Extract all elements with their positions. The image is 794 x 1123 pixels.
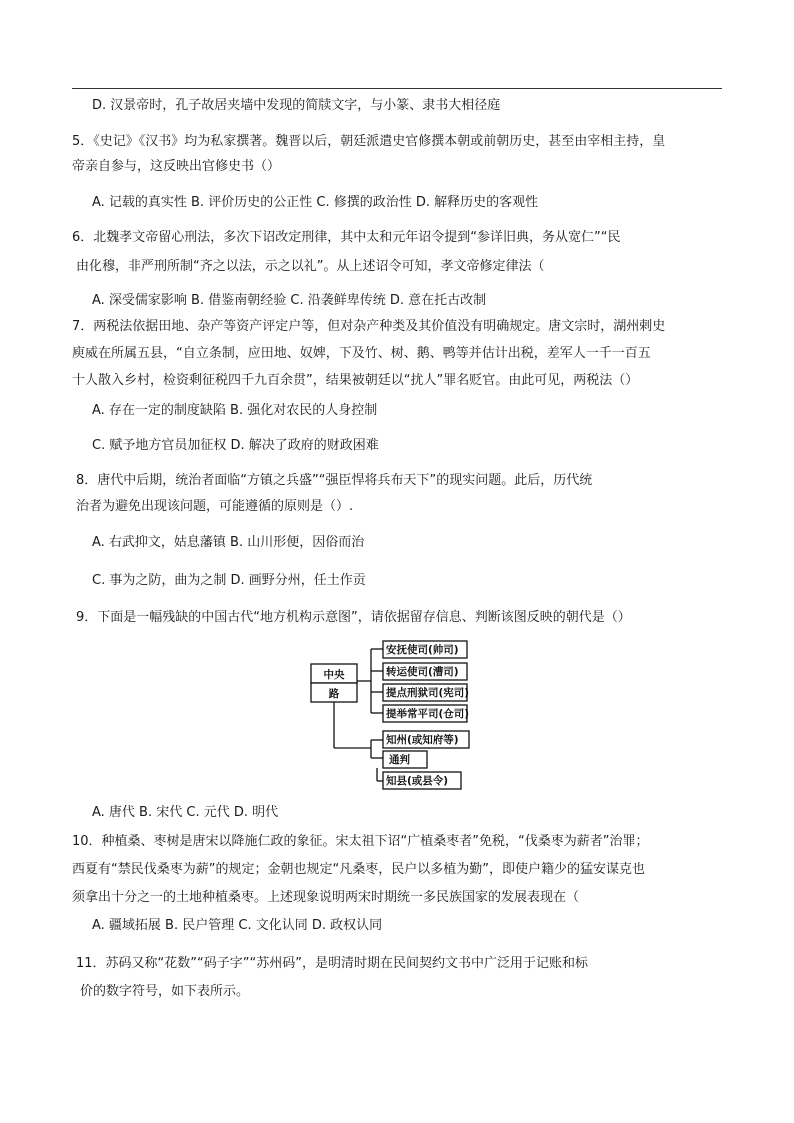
upper-label-2: 转运使司(漕司) — [386, 666, 459, 678]
q8-options-1: A. 右武抑文，姑息藩镇 B. 山川形便，因俗而治 — [92, 535, 365, 550]
q9-stem: 9．下面是一幅残缺的中国古代“地方机构示意图”，请依据留存信息、判断该图反映的朝代是（） — [76, 610, 631, 625]
q10-stem-line-2: 西夏有“禁民伐桑枣为薪”的规定；金朝也规定“凡桑枣，民户以多植为勤”，即使户籍少的猛安谋克也 — [72, 862, 645, 877]
q7-stem-line-1: 7．两税法依据田地、杂产等资产评定户等，但对杂产种类及其价值没有明确规定。唐文宗时，湖州剌史 — [72, 319, 666, 334]
q5-stem-line-1: 5．《史记》《汉书》均为私家撰著。魏晋以后，朝廷派遣史官修撰本朝或前朝历史，甚至由宰相主持，皇 — [72, 134, 666, 149]
q10-stem-line-3: 须拿出十分之一的土地种植桑枣。上述现象说明两宋时期统一多民族国家的发展表现在（ — [72, 890, 580, 905]
q10-stem-line-1: 10．种植桑、枣树是唐宋以降施仁政的象征。宋太祖下诏“广植桑枣者”免税，“伐桑枣为薪者”治罪； — [72, 834, 649, 849]
header-rule — [72, 88, 722, 89]
q10-options: A. 疆域拓展 B. 民户管理 C. 文化认同 D. 政权认同 — [92, 918, 383, 933]
q7-stem-line-3: 十人散入乡村，检资剩征税四千九百余贯”，结果被朝廷以“扰人”罪名贬官。由此可见，两税法（） — [72, 373, 639, 388]
q7-options-1: A. 存在一定的制度缺陷 B. 强化对农民的人身控制 — [92, 403, 378, 418]
q9-options: A. 唐代 B. 宋代 C. 元代 D. 明代 — [92, 805, 279, 820]
lower-label-3: 知县(或县令) — [386, 775, 449, 787]
center-top-label: 中央 — [323, 669, 345, 681]
q6-stem-line-2: 由化穆，非严刑所制“齐之以法，示之以礼”。从上述诏令可知，孝文帝修定律法（ — [76, 259, 545, 274]
q8-options-2: C. 事为之防，曲为之制 D. 画野分州，任土作贡 — [92, 573, 366, 588]
upper-label-4: 提举常平司(仓司) — [386, 708, 470, 720]
lower-label-2: 通判 — [389, 754, 410, 766]
lower-label-1: 知州(或知府等) — [386, 734, 459, 746]
q5-options: A. 记载的真实性 B. 评价历史的公正性 C. 修撰的政治性 D. 解释历史的客观性 — [92, 195, 539, 210]
q11-stem-line-2: 价的数字符号，如下表所示。 — [80, 984, 250, 999]
center-bottom-label: 路 — [328, 688, 340, 700]
q7-stem-line-2: 庾威在所属五县，“自立条制，应田地、奴婢，下及竹、树、鹅、鸭等并估计出税，差军人一千一百五 — [72, 346, 651, 361]
upper-label-3: 提点刑狱司(宪司) — [386, 687, 470, 699]
q8-stem-line-1: 8．唐代中后期，统治者面临“方镇之兵盛”“强臣悍将兵布天下”的现实问题。此后，历代统 — [76, 473, 593, 488]
local-institution-diagram — [305, 636, 505, 796]
q6-stem-line-1: 6．北魏孝文帝留心刑法，多次下诏改定刑律，其中太和元年诏令提到“参详旧典，务从宽仁”“民 — [72, 230, 621, 245]
q5-stem-line-2: 帝亲自参与，这反映出官修史书（） — [72, 159, 281, 174]
q11-stem-line-1: 11．苏码又称“花数”“码子字”“苏州码”，是明清时期在民间契约文书中广泛用于记账和标 — [76, 956, 588, 971]
q4-option-d: D. 汉景帝时，孔子故居夹墙中发现的简牍文字，与小篆、隶书大相径庭 — [92, 98, 501, 113]
q6-options: A. 深受儒家影响 B. 借鉴南朝经验 C. 沿袭鲜卑传统 D. 意在托古改制 — [92, 293, 487, 308]
q8-stem-line-2: 治者为避免出现该问题，可能遵循的原则是（）. — [76, 499, 354, 514]
upper-label-1: 安抚使司(帅司) — [386, 644, 459, 656]
q7-options-2: C. 赋予地方官员加征权 D. 解决了政府的财政困难 — [92, 438, 379, 453]
